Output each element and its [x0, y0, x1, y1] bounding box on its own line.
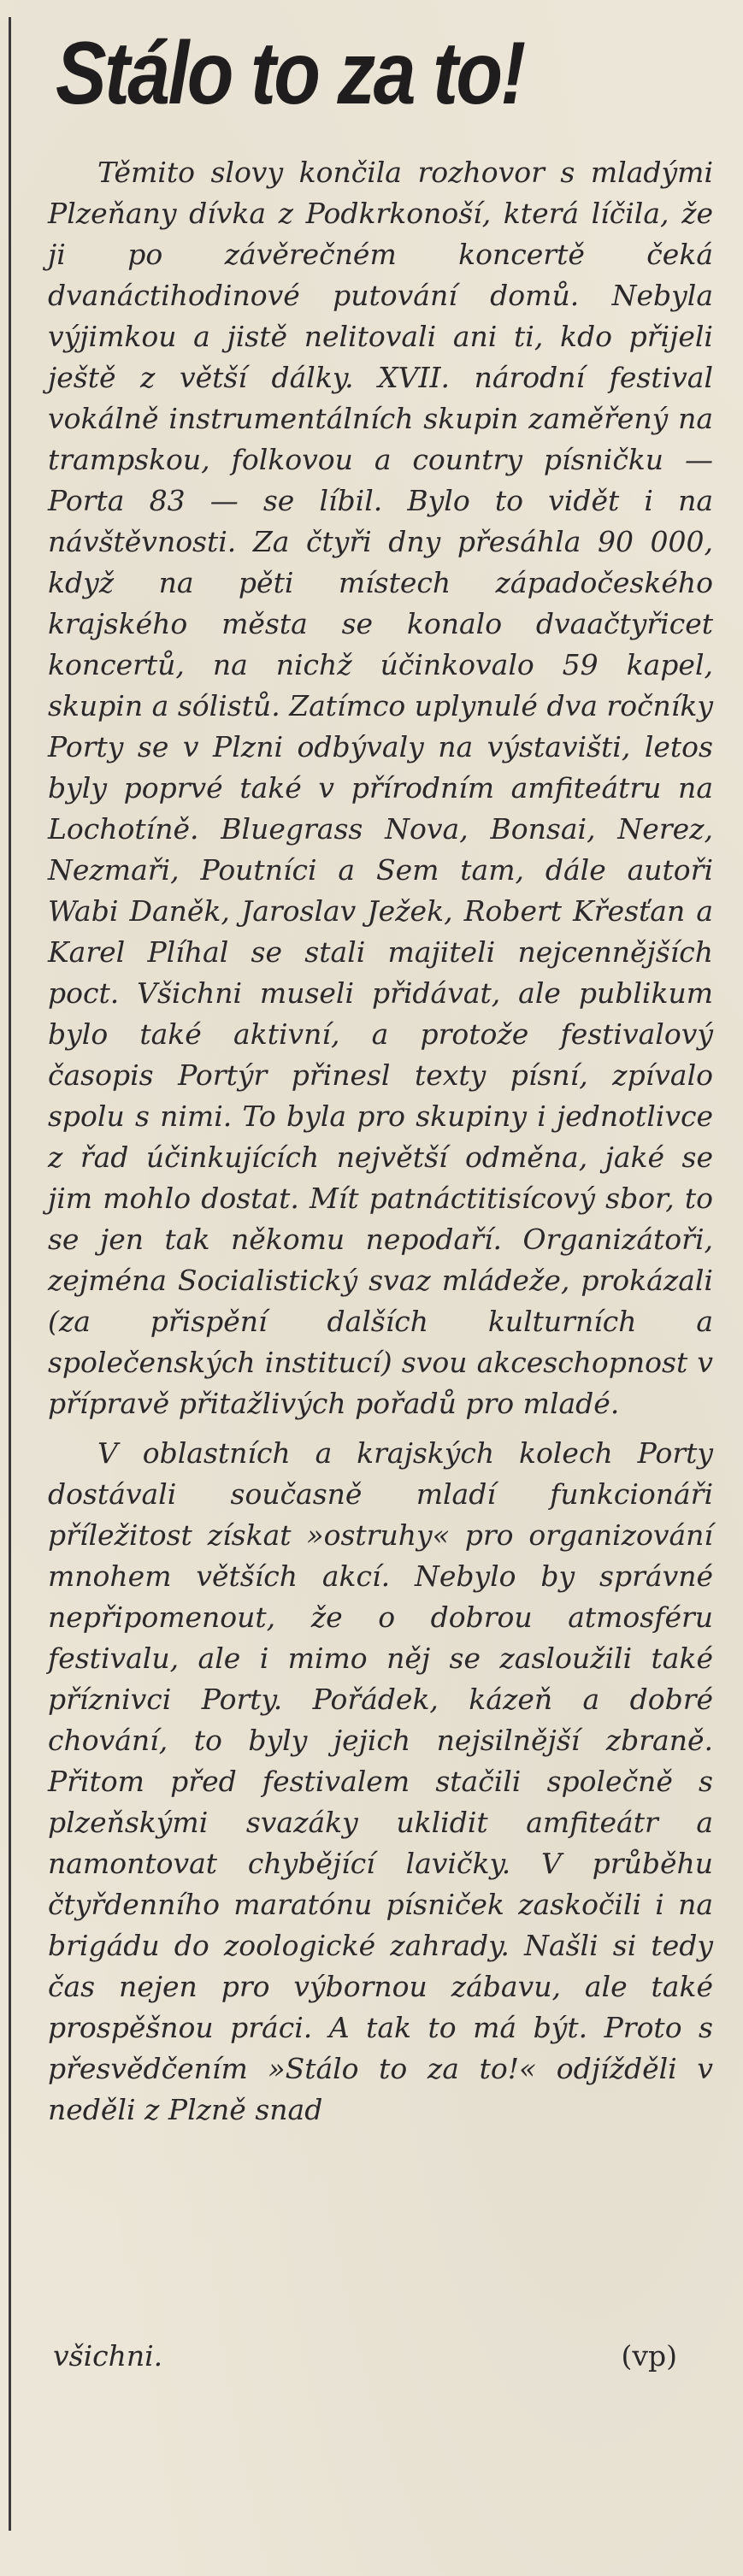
article-paragraph-2: V oblastních a krajských kolech Porty dostávali současně mladí funkcionáři příležitost získat »ostruhy« pro organizování mnohem větších akcí. Nebylo by správné nepřipomenout, že o dobrou atmosféru festivalu, ale i mimo něj se zasloužili také příznivci Porty. Pořádek, kázeň a dobré chování, to byly jejich nejsilnější zbraně. Přitom před festivalem stačili společně s plzeňskými svazáky uklidit amfiteátr a namontovat chybějící lavičky. V průběhu čtyřdenního maratónu písniček zaskočili i na brigádu do zoologické zahrady. Našli si tedy čas nejen pro výbornou zábavu, ale také prospěšnou práci. A tak to má být. Proto s přesvědčením »Stálo to za to!« odjížděli v neděli z Plzně snad: [48, 1436, 713, 2126]
closing-words: všichni.: [53, 2339, 163, 2373]
author-byline: (vp): [621, 2339, 677, 2373]
article-body: [48, 152, 713, 2131]
article-signoff: [48, 2336, 713, 2377]
article-paragraph-1: Těmito slovy končila rozhovor s mladými Plzeňany dívka z Podkrkonoší, která líčila, že ji po závěrečném koncertě čeká dvanáctihodinové putování domů. Nebyla výjimkou a jistě nelitovali ani ti, kdo přijeli ještě z větší dálky. XVII. národní festival vokálně instrumentálních skupin zaměřený na trampskou, folkovou a country písničku — Porta 83 — se líbil. Bylo to vidět i na návštěvnosti. Za čtyři dny přesáhla 90 000, když na pěti místech západočeského krajského města se konalo dvaačtyřicet koncertů, na nichž účinkovalo 59 kapel, skupin a sólistů. Zatímco uplynulé dva ročníky Porty se v Plzni odbývaly na výstavišti, letos byly poprvé také v přírodním amfiteátru na Lochotíně. Bluegrass Nova, Bonsai, Nerez, Nezmaři, Poutníci a Sem tam, dále autoři Wabi Daněk, Jaroslav Ježek, Robert Křesťan a Karel Plíhal se stali majiteli nejcennějších poct. Všichni museli přidávat, ale publikum bylo také aktivní, a protože festivalový časopis Portýr přinesl texty písní, zpívalo spolu s nimi. To byla pro skupiny i jednotlivce z řad účinkujících největší odměna, jaké se jim mohlo dostat. Mít patnáctitisícový sbor, to se jen tak někomu nepodaří. Organizátoři, zejména Socialistický svaz mládeže, prokázali (za přispění dalších kulturních a společenských institucí) svou akceschopnost v přípravě přitažlivých pořadů pro mladé.: [48, 156, 713, 1420]
headline: Stálo to za to!: [56, 24, 524, 123]
column-rule: [9, 17, 11, 2531]
